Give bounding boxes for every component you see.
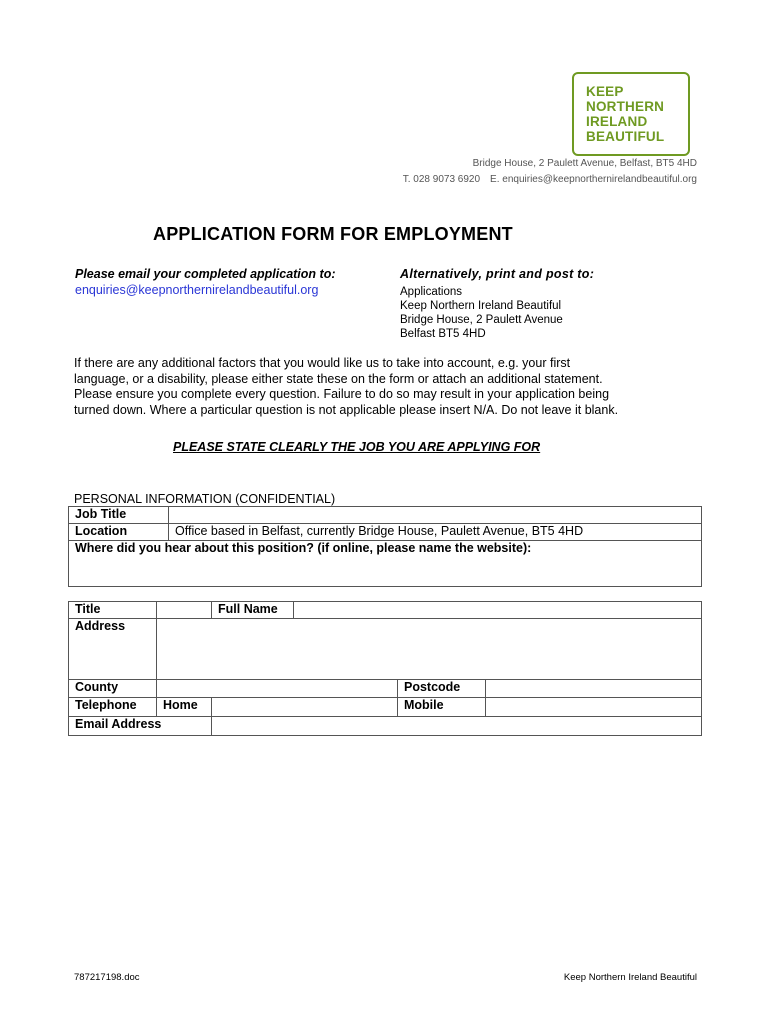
post-line-4: Belfast BT5 4HD [400, 328, 486, 340]
header-contact [393, 174, 697, 185]
header-email: E. enquiries@keepnorthernirelandbeautiful.org [490, 174, 697, 185]
page-title: APPLICATION FORM FOR EMPLOYMENT [153, 224, 513, 244]
post-heading: Alternatively, print and post to: [400, 267, 595, 281]
job-title-label: Job Title [69, 507, 169, 524]
hear-about-field[interactable] [69, 541, 702, 587]
mobile-label: Mobile [398, 698, 486, 717]
email-address-field[interactable] [212, 717, 702, 736]
email-address-label: Email Address [69, 717, 212, 736]
post-line-2: Keep Northern Ireland Beautiful [400, 300, 562, 312]
address-label: Address [69, 619, 157, 680]
location-label: Location [69, 524, 169, 541]
logo-line-1: KEEP [586, 84, 624, 99]
post-line-3: Bridge House, 2 Paulett Avenue [400, 314, 563, 326]
county-label: County [69, 680, 157, 698]
kni-beautiful-logo [572, 72, 690, 156]
address-field[interactable] [157, 619, 702, 680]
email-link[interactable]: enquiries@keepnorthernirelandbeautiful.org [75, 283, 319, 297]
logo-line-3: IRELAND [586, 114, 648, 129]
personal-info-table [68, 506, 702, 587]
logo-line-2: NORTHERN [586, 99, 665, 114]
hear-about-label: Where did you hear about this position? (if online, please name the website): [75, 541, 532, 555]
job-applying-heading: PLEASE STATE CLEARLY THE JOB YOU ARE APPLYING FOR [173, 440, 541, 454]
title-field[interactable] [157, 602, 212, 619]
personal-info-heading: PERSONAL INFORMATION (CONFIDENTIAL) [74, 492, 336, 506]
postcode-label: Postcode [398, 680, 486, 698]
instructions-line-4: turned down. Where a particular question is not applicable please insert N/A. Do not leave it blank. [74, 402, 619, 417]
header-address: Bridge House, 2 Paulett Avenue, Belfast, BT5 4HD [472, 158, 697, 169]
full-name-label: Full Name [212, 602, 294, 619]
instructions-line-1: If there are any additional factors that you would like us to take into account, e.g. your first [74, 356, 571, 370]
header-phone: T. 028 9073 6920 [402, 174, 481, 185]
full-name-field[interactable] [294, 602, 702, 619]
title-label: Title [69, 602, 157, 619]
personal-details-table [68, 601, 702, 736]
job-title-field[interactable] [169, 507, 702, 524]
email-heading: Please email your completed application to: [75, 267, 336, 281]
instructions-line-2: language, or a disability, please either state these on the form or attach an additional statement. [74, 371, 603, 386]
location-value: Office based in Belfast, currently Bridge House, Paulett Avenue, BT5 4HD [169, 524, 702, 541]
home-label: Home [157, 698, 212, 717]
footer-filename: 787217198.doc [74, 972, 140, 983]
postcode-field[interactable] [486, 680, 702, 698]
home-phone-field[interactable] [212, 698, 398, 717]
county-field[interactable] [157, 680, 398, 698]
mobile-field[interactable] [486, 698, 702, 717]
footer-organisation: Keep Northern Ireland Beautiful [563, 972, 697, 983]
telephone-label: Telephone [69, 698, 157, 717]
post-line-1: Applications [400, 286, 463, 298]
instructions-paragraph [74, 356, 714, 418]
logo-line-4: BEAUTIFUL [586, 129, 665, 144]
instructions-line-3: Please ensure you complete every question. Failure to do so may result in your application being [74, 387, 610, 401]
